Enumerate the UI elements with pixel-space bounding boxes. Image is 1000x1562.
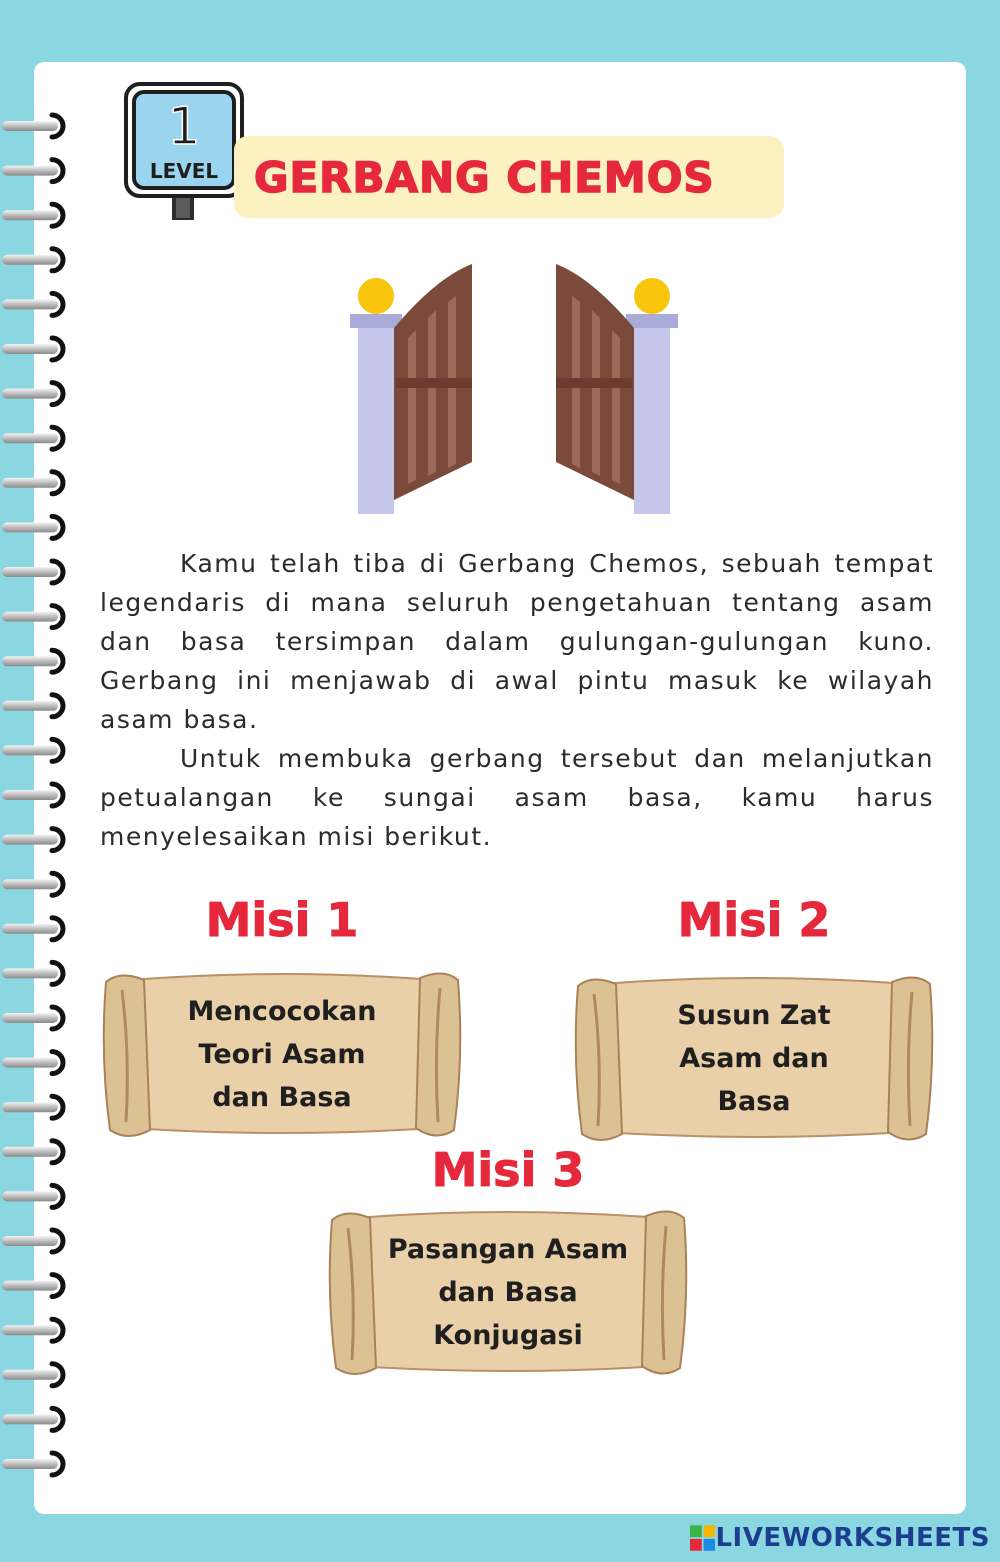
mission-2-text: Susun Zat Asam dan Basa [677,999,831,1117]
binding-wire [2,612,58,622]
liveworksheets-logo[interactable] [690,1522,990,1554]
level-number: 1 [167,97,201,157]
binding-wire [2,1191,58,1201]
binding-wire [2,968,58,978]
spiral-binding-icon [0,0,90,1562]
binding-wire [2,1058,58,1068]
mission-3-scroll[interactable] [326,1204,690,1380]
mission-1-text: Mencocokan Teori Asam dan Basa [187,995,377,1113]
binding-wire [2,433,58,443]
binding-wire [2,166,58,176]
binding-wire [2,1013,58,1023]
binding-wire [2,1102,58,1112]
mission-1-scroll[interactable] [100,966,464,1142]
story-paragraph-1: Kamu telah tiba di Gerbang Chemos, sebuah tempat legendaris di mana seluruh pengetahuan tentang asam dan basa tersimpan dalam gulungan-gulungan kuno. Gerbang ini menjawab di awal pintu masuk ke wilayah asam basa. [100,549,934,734]
binding-wire [2,121,58,131]
binding-wire [2,1236,58,1246]
page-title: GERBANG CHEMOS [254,153,715,202]
binding-wire [2,255,58,265]
binding-wire [2,1414,58,1424]
binding-wire [2,389,58,399]
mission-3-text: Pasangan Asam dan Basa Konjugasi [387,1233,629,1351]
binding-wire [2,701,58,711]
brand-name: LIVEWORKSHEETS [715,1523,990,1553]
mission-3-label: Misi 3 [431,1143,585,1197]
binding-wire [2,1459,58,1469]
open-gate-icon [340,260,690,522]
binding-wire [2,522,58,532]
mission-1-label: Misi 1 [205,893,359,947]
binding-wire [2,210,58,220]
binding-wire [2,299,58,309]
binding-wire [2,835,58,845]
binding-wire [2,567,58,577]
binding-wire [2,879,58,889]
level-word: LEVEL [149,159,219,183]
mission-2-scroll[interactable] [572,970,936,1146]
mission-2-label: Misi 2 [677,893,831,947]
binding-wire [2,790,58,800]
binding-wire [2,1147,58,1157]
story-paragraph-2: Untuk membuka gerbang tersebut dan melanjutkan petualangan ke sungai asam basa, kamu harus menyelesaikan misi berikut. [100,744,934,851]
live-badge-icon [690,1524,715,1552]
binding-wire [2,745,58,755]
binding-wire [2,656,58,666]
binding-wire [2,1281,58,1291]
binding-wire [2,344,58,354]
binding-wire [2,1325,58,1335]
binding-wire [2,1370,58,1380]
level-sign-icon [124,82,244,222]
binding-wire [2,478,58,488]
binding-wire [2,924,58,934]
